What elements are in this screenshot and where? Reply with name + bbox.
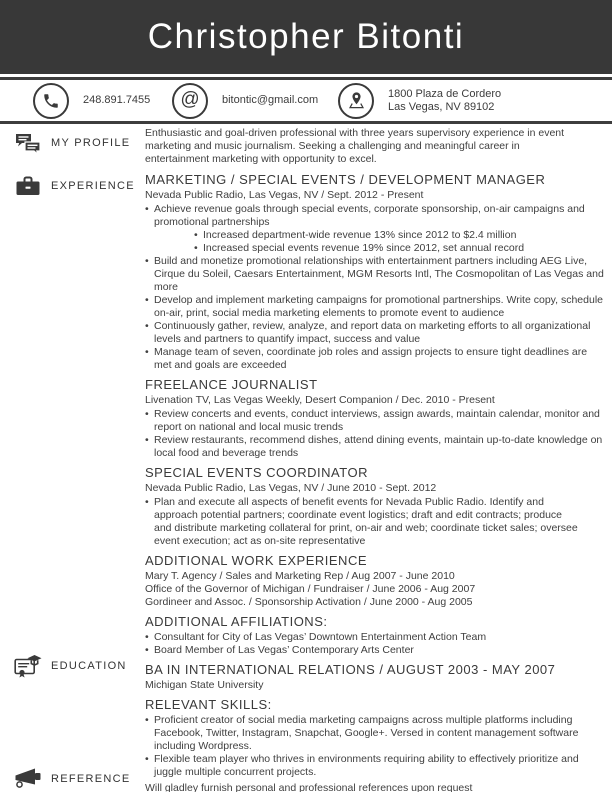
contact-email [172, 80, 318, 121]
bullet-item: • Proficient creator of social media marketing campaigns across multiple platforms including Facebook, Twitter, Instagram, Snapchat, Google+. Versed in content management software including Wordpress. [145, 714, 607, 753]
main-content [145, 127, 607, 792]
sidebar-label: REFERENCE [51, 773, 131, 785]
chat-bubbles-icon [14, 130, 42, 156]
bullet-item: • Build and monetize promotional relationships with entertainment partners including AEG Live, Cirque du Soleil, Caesars Entertainment, MGM Resorts Intl, The Cosmopolitan of Las Vegas and more [145, 255, 607, 294]
sidebar-label: MY PROFILE [51, 137, 131, 149]
bullet-item: • Develop and implement marketing campaigns for promotional partnerships. Write copy, schedule on-air, print, social media marketing elements to promote event to audience [145, 294, 607, 320]
additional-work-experience [145, 553, 607, 609]
job-marketing-manager [145, 172, 607, 372]
address-line2: Las Vegas, NV 89102 [388, 100, 495, 113]
degree-title: BA IN INTERNATIONAL RELATIONS / AUGUST 2003 - MAY 2007 [145, 662, 556, 677]
section-title: ADDITIONAL WORK EXPERIENCE [145, 553, 367, 568]
sub-bullet-item: • Increased department-wide revenue 13% since 2012 to $2.4 million [194, 229, 607, 242]
sidebar-item-reference [14, 766, 131, 792]
job-title: SPECIAL EVENTS COORDINATOR [145, 465, 368, 480]
affiliation-bullets [145, 631, 607, 657]
relevant-skills [145, 697, 607, 779]
profile-summary: Enthusiastic and goal-driven professional with three years supervisory experience in event marketing and music journalism. Seeking a challenging and meaningful career in entertainment marketing with opportunity to excel. [145, 127, 565, 165]
at-icon: @ [172, 83, 208, 119]
bullet-item: • Plan and execute all aspects of benefit events for Nevada Public Radio. Identify and approach potential partners; coordinate event logistics; draft and edit contracts; produce and distribute marketing collateral for print, on-air and web; coordinate ticket sales; oversee event execution; act as on-site representative [145, 496, 582, 548]
section-title: RELEVANT SKILLS: [145, 697, 272, 712]
education-section [145, 662, 607, 692]
bullet-item: • Continuously gather, review, analyze, and report data on marketing efforts to all organizational levels and partners to quantify impact, success and value [145, 320, 607, 346]
sub-bullet-item: • Increased special events revenue 19% since 2012, set annual record [194, 242, 607, 255]
additional-affiliations [145, 614, 607, 657]
bullet-item: • Board Member of Las Vegas’ Contemporary Arts Center [145, 644, 607, 657]
phone-number: 248.891.7455 [83, 94, 151, 106]
bullet-item: • Consultant for City of Las Vegas’ Downtown Entertainment Action Team [145, 631, 607, 644]
job-title: FREELANCE JOURNALIST [145, 377, 318, 392]
job-meta: Livenation TV, Las Vegas Weekly, Desert Companion / Dec. 2010 - Present [145, 394, 495, 406]
person-name: Christopher Bitonti [147, 17, 465, 56]
sub-bullets [194, 229, 607, 255]
header-band [0, 0, 612, 74]
school-name: Michigan State University [145, 679, 264, 691]
contact-phone [33, 80, 150, 121]
job-meta: Nevada Public Radio, Las Vegas, NV / June 2010 - Sept. 2012 [145, 482, 437, 494]
bullet-item: • Review concerts and events, conduct interviews, assign awards, maintain calendar, monitor and report on national and local music trends [145, 408, 607, 434]
sidebar-item-my-profile [14, 130, 130, 156]
sidebar-label: EXPERIENCE [51, 180, 135, 192]
address-line1: 1800 Plaza de Cordero [388, 87, 502, 100]
sidebar-item-experience [14, 173, 135, 199]
briefcase-icon [14, 173, 42, 199]
email-address: bitontic@gmail.com [222, 94, 319, 106]
work-line: Gordineer and Assoc. / Sponsorship Activation / June 2000 - Aug 2005 [145, 596, 473, 608]
job-freelance-journalist [145, 377, 607, 460]
phone-icon [33, 83, 69, 119]
contact-address [338, 80, 501, 121]
work-line: Mary T. Agency / Sales and Marketing Rep / Aug 2007 - June 2010 [145, 570, 455, 582]
work-line: Office of the Governor of Michigan / Fundraiser / June 2006 - Aug 2007 [145, 583, 476, 595]
job-meta: Nevada Public Radio, Las Vegas, NV / Sept. 2012 - Present [145, 189, 424, 201]
job-bullets [145, 203, 607, 372]
bullet-item: • Review restaurants, recommend dishes, attend dining events, maintain up-to-date knowledge on local food and beverage trends [145, 434, 607, 460]
bullet-item: • Flexible team player who thrives in environments requiring ability to effectively prioritize and juggle multiple concurrent projects. [145, 753, 607, 779]
job-bullets [145, 496, 607, 548]
divider-bottom [0, 121, 612, 124]
address-text [388, 88, 501, 114]
map-pin-icon [338, 83, 374, 119]
bullet-item: • Manage team of seven, coordinate job roles and assign projects to ensure tight deadlines are met and goals are exceeded [145, 346, 607, 372]
diploma-icon [14, 653, 42, 679]
bullet-item: • Achieve revenue goals through special events, corporate sponsorship, on-air campaigns and promotional partnerships • Increased department-wide revenue 13% since 2012 to $2.4 million • Increased special events revenue 19% since 2012, set annual record [145, 203, 607, 255]
job-title: MARKETING / SPECIAL EVENTS / DEVELOPMENT MANAGER [145, 172, 546, 187]
skills-bullets [145, 714, 607, 779]
sidebar-item-education [14, 653, 127, 679]
section-title: ADDITIONAL AFFILIATIONS: [145, 614, 328, 629]
megaphone-icon [14, 766, 42, 792]
job-special-events-coordinator [145, 465, 607, 548]
contact-bar [0, 80, 612, 121]
reference-statement: Will gladley furnish personal and professional references upon request [145, 782, 473, 792]
sidebar-label: EDUCATION [51, 660, 127, 672]
job-bullets [145, 408, 607, 460]
